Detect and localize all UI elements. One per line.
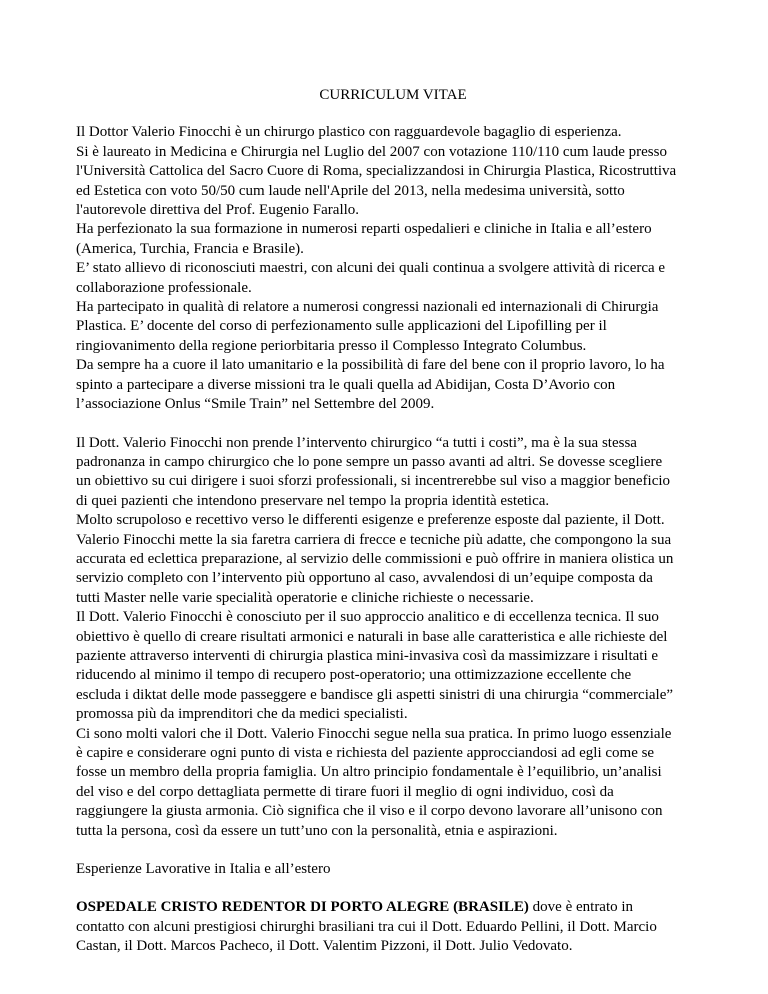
philosophy-line: riducendo al minimo il tempo di recupero post-operatorio; una ottimizzazione eccellente che	[76, 667, 632, 684]
experience-entry	[76, 898, 708, 956]
intro-line: Da sempre ha a cuore il lato umanitario e la possibilità di fare del bene con il proprio lavoro, lo ha	[76, 357, 665, 374]
intro-line: l'Università Cattolica del Sacro Cuore di Roma, specializzandosi in Chirurgia Plastica, Ricostruttiva	[76, 163, 677, 180]
philosophy-paragraph	[76, 434, 708, 842]
philosophy-line: Molto scrupoloso e recettivo verso le differenti esigenze e preferenze esposte dal paziente, il Dott.	[76, 512, 665, 529]
philosophy-line: fosse un membro della propria famiglia. Un altro principio fondamentale è l’equilibrio, un’analisi	[76, 764, 662, 781]
philosophy-line: tutti Master nelle varie specialità operatorie e cliniche richieste o necessarie.	[76, 589, 534, 606]
philosophy-line: Il Dott. Valerio Finocchi non prende l’intervento chirurgico “a tutti i costi”, ma è la sua stessa	[76, 434, 637, 451]
philosophy-line: servizio completo con l’intervento più opportuno al caso, avvalendosi di un’equipe composta da	[76, 570, 653, 587]
intro-line: E’ stato allievo di riconosciuti maestri, con alcuni dei quali continua a svolgere attività di ricerca e	[76, 260, 666, 277]
experience-line-2: contatto con alcuni prestigiosi chirurghi brasiliani tra cui il Dott. Eduardo Pellini, il Dott. Marcio	[76, 918, 657, 935]
intro-line: Il Dottor Valerio Finocchi è un chirurgo plastico con ragguardevole bagaglio di esperienza.	[76, 124, 622, 141]
intro-line: Ha partecipato in qualità di relatore a numerosi congressi nazionali ed internazionali di Chirurgia	[76, 299, 659, 316]
experience-line-1-rest: dove è entrato in	[528, 899, 634, 916]
philosophy-line: escluda i diktat delle mode passeggere e bandisce gli aspetti sinistri di una chirurgia “commerciale”	[76, 686, 674, 703]
experience-line-1	[76, 898, 708, 917]
experience-heading: Esperienze Lavorative in Italia e all’estero	[76, 861, 331, 878]
philosophy-line: un obiettivo su cui dirigere i suoi sforzi professionali, si incentrerebbe sul viso a maggior beneficio	[76, 473, 671, 490]
philosophy-line: Ci sono molti valori che il Dott. Valerio Finocchi segue nella sua pratica. In primo luogo essenziale	[76, 725, 672, 742]
intro-line: ed Estetica con voto 50/50 cum laude nell'Aprile del 2013, nella medesima università, sotto	[76, 182, 625, 199]
philosophy-line: accurata ed eclettica preparazione, al servizio delle commissioni e può offrire in maniera olistica un	[76, 550, 674, 567]
intro-line: spinto a partecipare a diverse missioni tra le quali quella ad Abidijan, Costa D’Avorio con	[76, 376, 616, 393]
philosophy-line: Il Dott. Valerio Finocchi è conosciuto per il suo approccio analitico e di eccellenza tecnica. Il suo	[76, 609, 659, 626]
experience-line-3: Castan, il Dott. Marcos Pacheco, il Dott. Valentim Pizzoni, il Dott. Julio Vedovato.	[76, 938, 573, 955]
philosophy-line: obiettivo è quello di creare risultati armonici e naturali in base alle caratteristica e alle richieste del	[76, 628, 668, 645]
intro-line: collaborazione professionale.	[76, 279, 252, 296]
philosophy-line: del viso e del corpo dettagliata permette di tirare fuori il meglio di ogni individuo, così da	[76, 783, 614, 800]
hospital-name: OSPEDALE CRISTO REDENTOR DI PORTO ALEGRE (BRASILE)	[76, 899, 529, 916]
document-title: CURRICULUM VITAE	[319, 87, 467, 103]
intro-line: l'autorevole direttiva del Prof. Eugenio Farallo.	[76, 202, 360, 219]
philosophy-line: raggiungere la giusta armonia. Ciò significa che il viso e il corpo devono lavorare all’unisono con	[76, 803, 663, 820]
philosophy-line: padronanza in campo chirurgico che lo pone sempre un passo avanti ad altri. Se dovesse scegliere	[76, 453, 663, 470]
intro-line: Plastica. E’ docente del corso di perfezionamento sulle applicazioni del Lipofilling per il	[76, 318, 607, 335]
intro-line: (America, Turchia, Francia e Brasile).	[76, 240, 304, 257]
intro-line: Si è laureato in Medicina e Chirurgia nel Luglio del 2007 con votazione 110/110 cum laude presso	[76, 143, 667, 160]
philosophy-line: tutta la persona, così da essere un tutt’uno con la personalità, etnia e aspirazioni.	[76, 822, 558, 839]
philosophy-line: promossa più da imprenditori che da medici specialisti.	[76, 706, 408, 723]
philosophy-line: di quei pazienti che intendono preservare nel tempo la propria identità estetica.	[76, 492, 550, 509]
intro-line: Ha perfezionato la sua formazione in numerosi reparti ospedalieri e cliniche in Italia e all’estero	[76, 221, 652, 238]
philosophy-line: è capire e considerare ogni punto di vista e richiesta del paziente approcciandosi ad egli come se	[76, 745, 655, 761]
philosophy-line: Valerio Finocchi mette la sia faretra carriera di frecce e tecniche più adatte, che compongono la sua	[76, 531, 672, 548]
intro-line: l’associazione Onlus “Smile Train” nel Settembre del 2009.	[76, 396, 435, 413]
intro-paragraph	[76, 123, 708, 414]
intro-line: ringiovanimento della regione periorbitaria presso il Complesso Integrato Columbus.	[76, 337, 587, 354]
philosophy-line: paziente attraverso interventi di chirurgia plastica mini-invasiva così da massimizzare i risultati e	[76, 647, 659, 664]
